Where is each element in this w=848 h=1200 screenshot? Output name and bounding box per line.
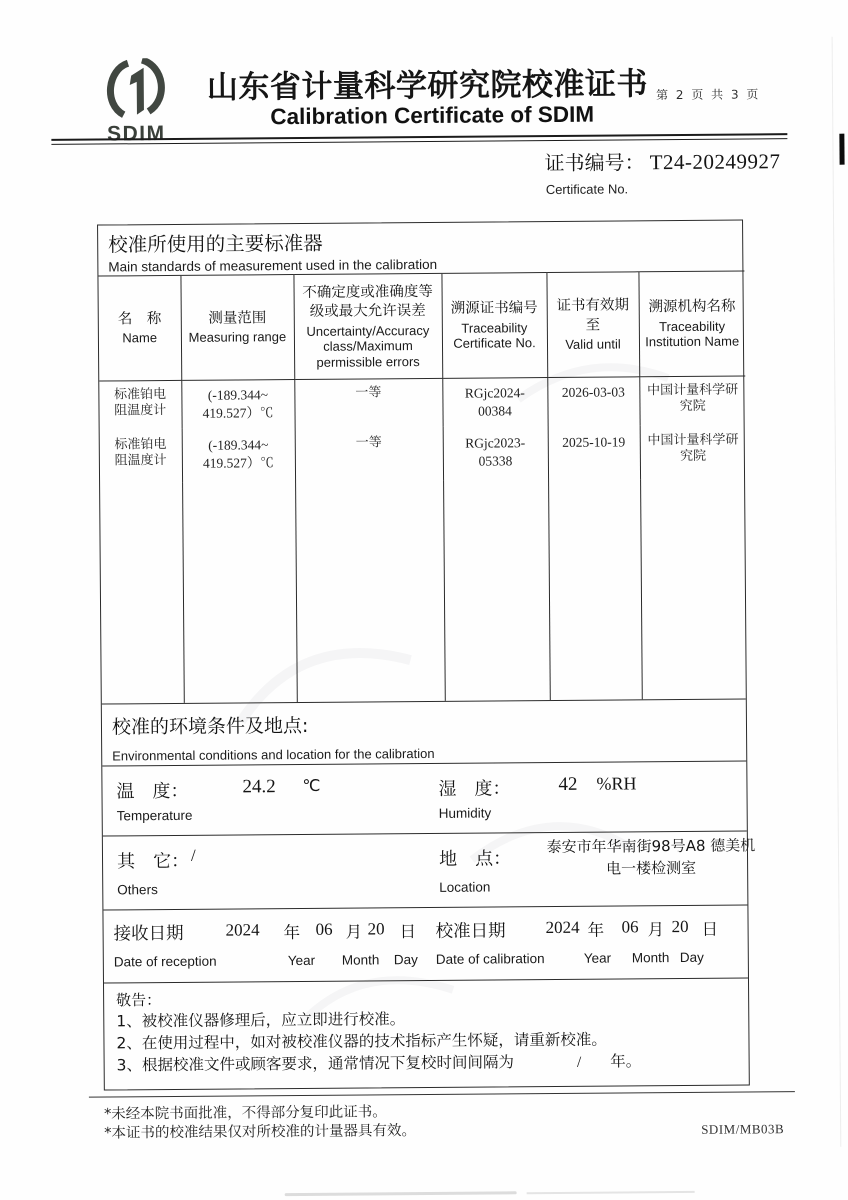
standards-header-row — [98, 271, 745, 381]
humidity-value: 42 — [558, 773, 578, 795]
sdim-logo — [84, 58, 189, 147]
row2-range-l2: 419.527）℃ — [202, 454, 274, 471]
col-trace-en: Traceability Certificate No. — [453, 319, 536, 352]
reception-month-cn: 月 — [345, 922, 363, 942]
reception-month-value: 06 — [315, 919, 333, 939]
col-institution-cn: 溯源机构名称 — [648, 298, 736, 316]
certificate-number-label-en: Certificate No. — [545, 181, 629, 198]
standards-section-header — [98, 220, 742, 275]
row1-range-l1: (-189.344~ — [207, 387, 269, 403]
row2-name-l1: 标准铂电 — [114, 437, 167, 453]
col-valid-cn-line2: 至 — [585, 317, 601, 334]
row2-valid: 2025-10-19 — [562, 434, 626, 450]
col-header-traceability-no — [441, 273, 547, 379]
col-uncertainty-cn: 不确定度或准确度等级或最大允许误差 — [302, 283, 433, 320]
calibration-month-en: Month — [631, 950, 670, 966]
row2-trace-cell — [443, 426, 548, 481]
calibration-day-value: 20 — [671, 916, 689, 937]
filler-cell — [295, 481, 445, 702]
col-header-range — [180, 275, 294, 381]
notice-line-3-unit: 年。 — [610, 1052, 642, 1071]
environment-title-en: Environmental conditions and location for the calibration — [112, 745, 435, 764]
others-label-cn: 其 它： — [116, 850, 190, 873]
sdim-logo-icon — [97, 58, 176, 125]
filler-cell — [640, 478, 748, 699]
standards-title-en: Main standards of measurement used in the calibration — [108, 256, 438, 275]
col-header-name — [98, 275, 181, 381]
col-header-uncertainty — [293, 273, 442, 379]
calibration-year-value: 2024 — [545, 917, 580, 938]
standards-row-2 — [100, 424, 746, 483]
reception-date-label-cn: 接收日期 — [113, 923, 184, 945]
col-trace-cn: 溯源证书编号 — [450, 300, 538, 317]
row1-trace-l1: RGjc2024- — [464, 385, 525, 401]
calibration-date-label-en: Date of calibration — [435, 951, 545, 967]
calibration-year-cn: 年 — [587, 920, 605, 940]
form-code: SDIM/MB03B — [701, 1121, 785, 1137]
row2-name-l2: 阻温度计 — [114, 453, 167, 469]
col-header-institution — [638, 271, 745, 377]
reception-year-cn: 年 — [283, 922, 301, 943]
humidity-unit: %RH — [596, 773, 637, 794]
reception-year-value: 2024 — [225, 920, 260, 940]
certificate-number-value: T24-20249927 — [649, 149, 781, 175]
notice-title: 敬告： — [116, 991, 162, 1010]
col-valid-en: Valid until — [565, 336, 621, 353]
row2-trace-l2: 05338 — [478, 452, 513, 469]
calibration-date-label-cn: 校准日期 — [435, 921, 506, 942]
row2-grade-cell — [295, 427, 443, 482]
temperature-label-en: Temperature — [116, 807, 193, 824]
calibration-day-cn: 日 — [701, 919, 719, 939]
reception-date-label-en: Date of reception — [113, 953, 217, 970]
row1-name-l1: 标准铂电 — [114, 387, 167, 403]
row2-trace-l1: RGjc2023- — [465, 435, 526, 451]
standards-table — [98, 270, 747, 703]
row1-range-cell — [181, 380, 294, 429]
certificate-number-label: 证书编号： — [544, 150, 645, 176]
environment-title-cn: 校准的环境条件及地点: — [111, 714, 309, 739]
environment-section-header — [102, 698, 746, 765]
scan-line-artifact — [832, 37, 842, 1147]
col-institution-en: Traceability Institution Name — [645, 318, 740, 350]
others-label-en: Others — [117, 882, 158, 898]
calibration-month-cn: 月 — [647, 920, 665, 940]
col-valid-cn-line1: 证书有效期 — [556, 297, 630, 315]
row1-grade: 一等 — [355, 385, 382, 401]
row2-institution-cell — [640, 424, 746, 479]
row1-name-cell — [99, 380, 181, 429]
others-location-row — [103, 830, 756, 909]
calibration-day-en: Day — [679, 949, 704, 966]
row1-trace-l2: 00384 — [478, 402, 512, 419]
row2-inst-l2: 究院 — [680, 449, 707, 465]
reception-day-value: 20 — [367, 919, 385, 939]
notice-line-1: 1、被校准仪器修理后，应立即进行校准。 — [116, 1010, 406, 1031]
row1-inst-l2: 究院 — [679, 399, 706, 415]
filler-cell — [443, 480, 550, 701]
row2-range-l1: (-189.344~ — [208, 437, 269, 453]
row2-name-cell — [100, 429, 182, 484]
calibration-year-en: Year — [583, 950, 612, 966]
location-label-cn: 地 点： — [438, 848, 512, 870]
location-value — [529, 835, 773, 880]
humidity-label-en: Humidity — [438, 805, 492, 821]
certificate-title-cn: 山东省计量科学研究院校准证书 — [206, 66, 649, 106]
row2-grade: 一等 — [355, 435, 382, 451]
col-range-cn: 测量范围 — [208, 310, 267, 327]
row1-inst-l1: 中国计量科学研 — [647, 382, 739, 399]
row2-inst-l1: 中国计量科学研 — [647, 432, 739, 449]
col-name-cn: 名 称 — [117, 310, 162, 328]
standards-row-1 — [99, 376, 745, 430]
notice-line-3-text: 3、根据校准文件或顾客要求，通常情况下复校时间间隔为 — [116, 1053, 515, 1075]
row1-trace-cell — [442, 378, 547, 427]
col-header-valid-until — [546, 272, 639, 378]
humidity-label-cn: 湿 度： — [438, 778, 511, 800]
location-value-line2: 电一楼检测室 — [606, 858, 697, 878]
row1-valid: 2026-03-03 — [561, 384, 625, 400]
reception-month-en: Month — [341, 952, 380, 968]
standards-title-cn: 校准所使用的主要标准器 — [108, 231, 323, 257]
row2-valid-cell — [548, 425, 640, 480]
notice-line-3 — [117, 1050, 737, 1078]
footnote-rule — [89, 1091, 795, 1098]
calibration-month-value: 06 — [621, 917, 639, 937]
filler-cell — [548, 479, 642, 700]
dates-row — [103, 904, 748, 982]
footnote-2: *本证书的校准结果仅对所校准的计量器具有效。 — [104, 1123, 416, 1142]
location-value-line1: 泰安市年华南街98号A8 德美机 — [546, 836, 756, 857]
footnote-1: *未经本院书面批准，不得部分复印此证书。 — [103, 1104, 387, 1123]
row1-valid-cell — [547, 377, 639, 426]
location-label-en: Location — [439, 879, 491, 895]
row1-institution-cell — [639, 376, 745, 425]
reception-year-en: Year — [287, 952, 316, 969]
standards-filler-row — [100, 478, 748, 703]
others-value: / — [190, 845, 196, 865]
temperature-label-cn: 温 度： — [116, 780, 189, 803]
notice-line-2: 2、在使用过程中，如对被校准仪器的技术指标产生怀疑，请重新校准。 — [116, 1030, 607, 1053]
reception-day-en: Day — [393, 952, 418, 968]
row2-range-cell — [182, 428, 295, 483]
row1-grade-cell — [294, 378, 442, 428]
scan-mark-right-edge — [839, 134, 844, 165]
certificate-number — [544, 145, 780, 176]
filler-cell — [100, 483, 184, 704]
scan-mark-bottom-1 — [285, 1191, 517, 1196]
sdim-logo-text: SDIM — [106, 122, 166, 146]
temperature-unit: ℃ — [302, 775, 321, 795]
notice-section — [104, 977, 749, 1089]
temperature-humidity-row — [102, 760, 747, 835]
row1-name-l2: 阻温度计 — [114, 403, 167, 419]
notice-line-3-slash: / — [576, 1053, 582, 1071]
temperature-value: 24.2 — [242, 776, 276, 798]
row1-range-l2: 419.527）℃ — [202, 404, 274, 421]
filler-cell — [182, 482, 297, 703]
col-name-en: Name — [122, 330, 158, 346]
certificate-title-en: Calibration Certificate of SDIM — [270, 101, 595, 130]
scan-mark-bottom-2 — [527, 1191, 695, 1194]
reception-day-cn: 日 — [399, 922, 417, 942]
page-indicator: 第 2 页 共 3 页 — [655, 87, 761, 103]
certificate-body-box — [97, 219, 756, 1090]
col-uncertainty-en: Uncertainty/Accuracy class/Maximum permissible errors — [306, 322, 430, 370]
col-range-en: Measuring range — [188, 329, 287, 346]
